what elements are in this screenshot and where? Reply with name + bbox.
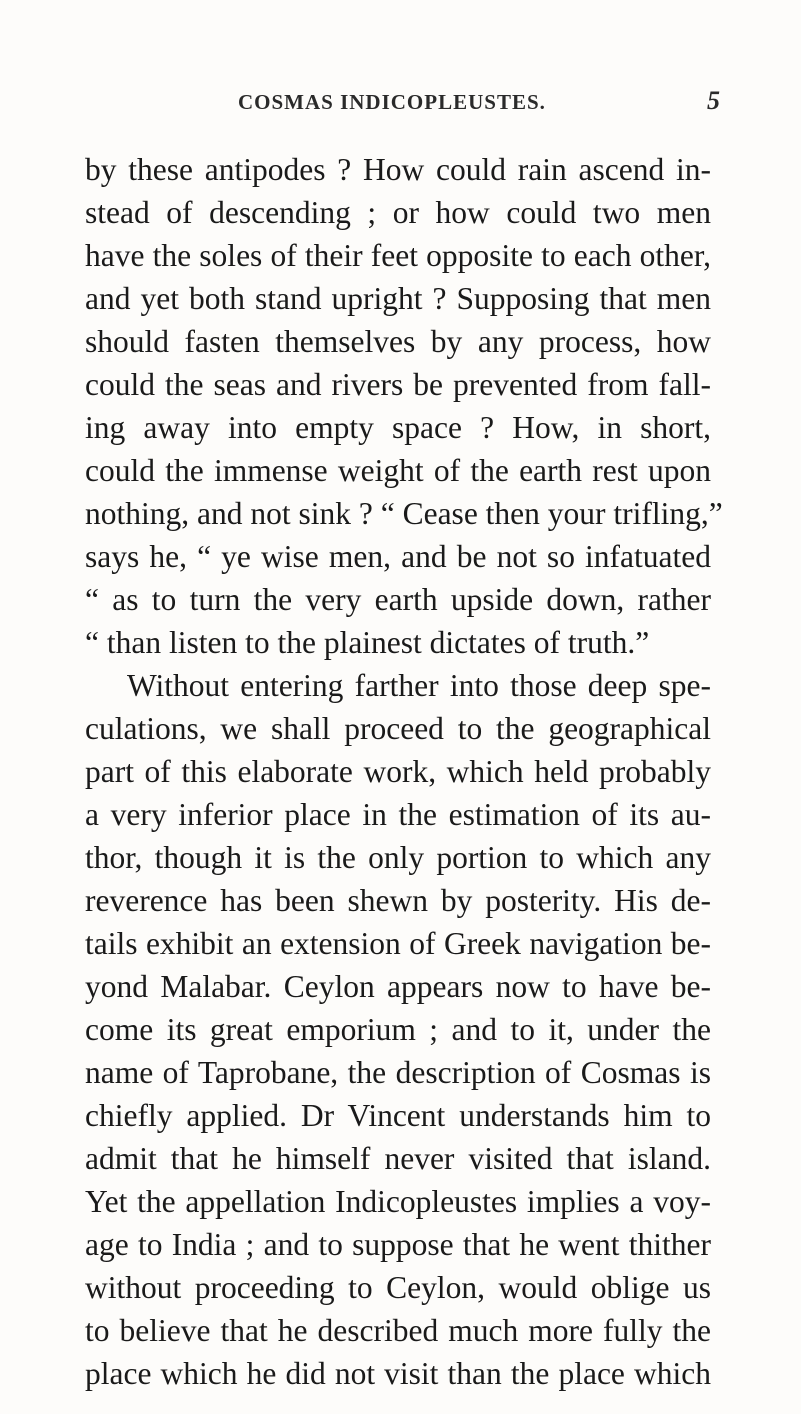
text-line: admit that he himself never visited that island. <box>85 1141 711 1176</box>
text-line: could the immense weight of the earth rest upon <box>85 453 711 488</box>
text-line: culations, we shall proceed to the geographical <box>85 711 711 746</box>
text-line: have the soles of their feet opposite to each other, <box>85 238 711 273</box>
text-line: ing away into empty space ? How, in short, <box>85 410 711 445</box>
text-line: age to India ; and to suppose that he went thither <box>85 1227 711 1262</box>
text-line: part of this elaborate work, which held probably <box>85 754 711 789</box>
text-line: “ as to turn the very earth upside down, rather <box>85 582 711 617</box>
text-line: by these antipodes ? How could rain ascend in- <box>85 152 711 187</box>
text-line: nothing, and not sink ? “ Cease then your trifling,” <box>85 496 723 531</box>
text-line: could the seas and rivers be prevented from fall- <box>85 367 711 402</box>
text-line: reverence has been shewn by posterity. His de- <box>85 883 711 918</box>
text-line: tails exhibit an extension of Greek navigation be- <box>85 926 711 961</box>
text-line: place which he did not visit than the place which <box>85 1356 711 1391</box>
text-line: to believe that he described much more fully the <box>85 1313 711 1348</box>
text-line: yond Malabar. Ceylon appears now to have be- <box>85 969 711 1004</box>
text-line: thor, though it is the only portion to which any <box>85 840 711 875</box>
text-line: come its great emporium ; and to it, under the <box>85 1012 711 1047</box>
page-number: 5 <box>707 86 720 115</box>
text-line: says he, “ ye wise men, and be not so infatuated <box>85 539 711 574</box>
text-line: without proceeding to Ceylon, would oblige us <box>85 1270 711 1305</box>
paragraph-start-line: Without entering farther into those deep spe- <box>127 668 711 703</box>
body-text <box>85 148 723 1395</box>
text-line: stead of descending ; or how could two men <box>85 195 711 230</box>
text-line: a very inferior place in the estimation of its au- <box>85 797 711 832</box>
text-line: and yet both stand upright ? Supposing that men <box>85 281 711 316</box>
text-line: should fasten themselves by any process, how <box>85 324 711 359</box>
text-line: “ than listen to the plainest dictates of truth.” <box>85 625 650 660</box>
text-line: Yet the appellation Indicopleustes implies a voy- <box>85 1184 711 1219</box>
running-head: COSMAS INDICOPLEUSTES. <box>238 90 546 114</box>
text-line: chiefly applied. Dr Vincent understands him to <box>85 1098 711 1133</box>
text-line: name of Taprobane, the description of Cosmas is <box>85 1055 711 1090</box>
